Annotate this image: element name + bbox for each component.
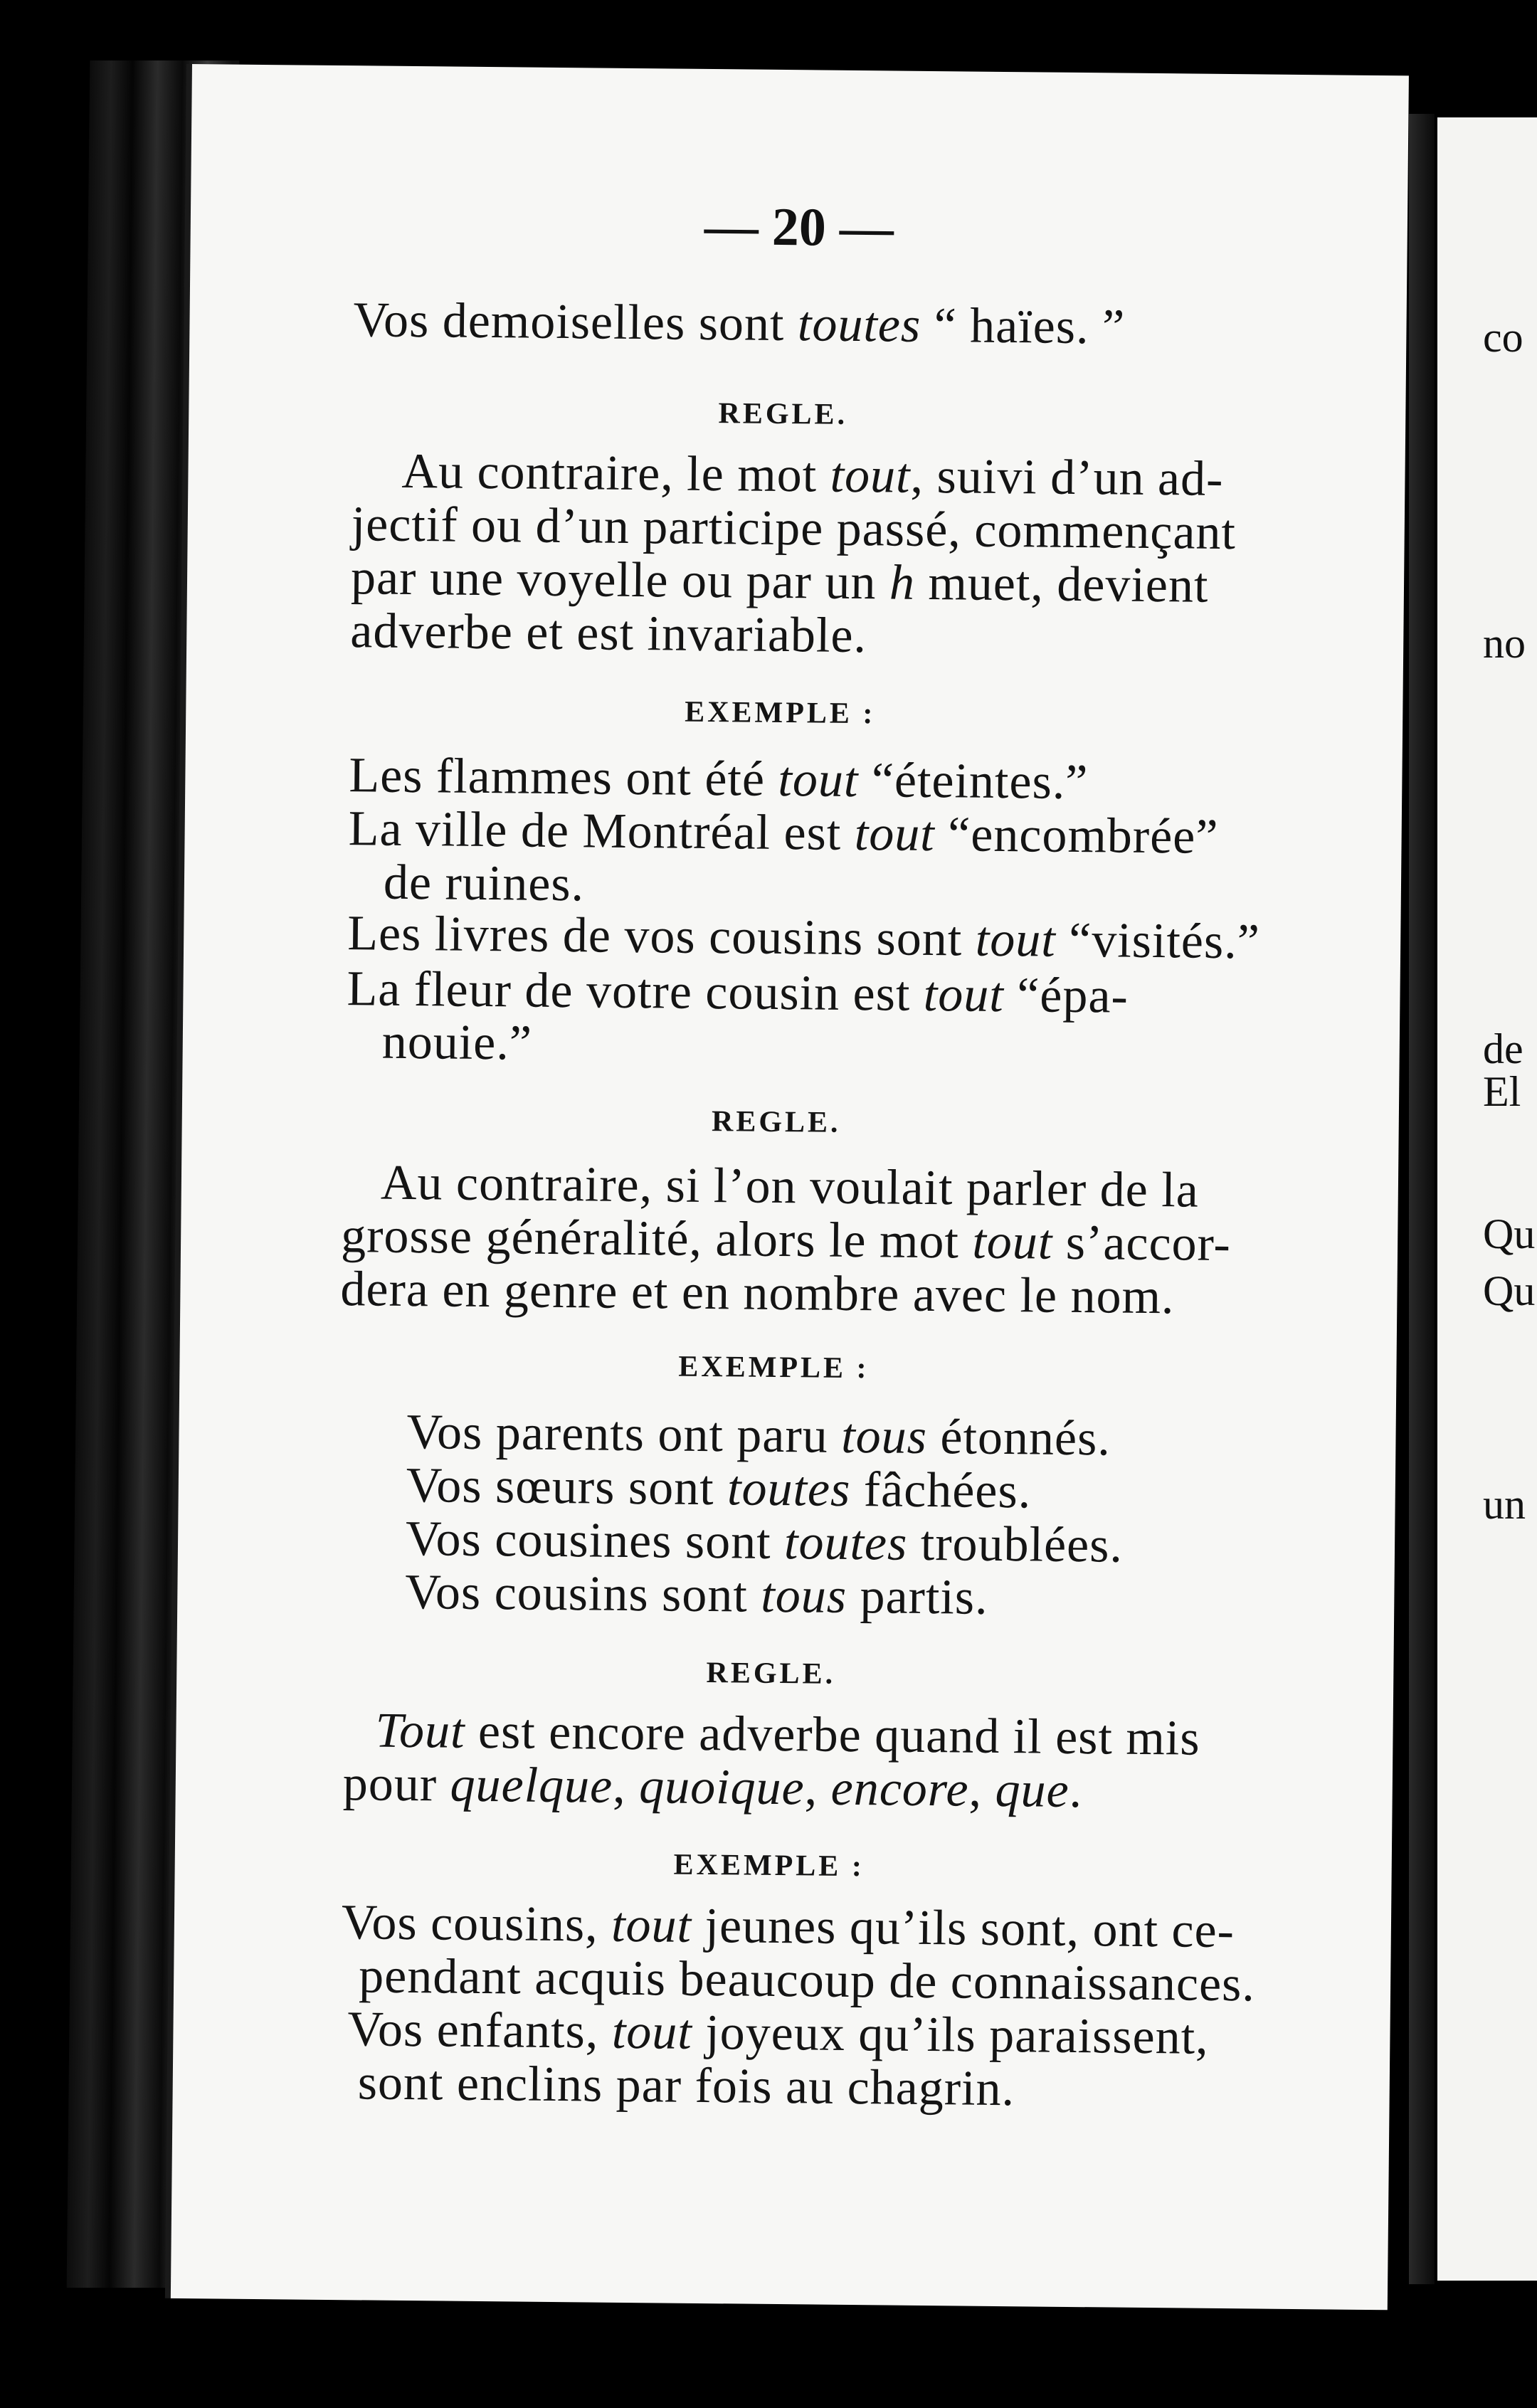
text-line	[342, 1755, 1082, 1820]
italic-word: quoique	[638, 1759, 806, 1816]
text-segment: Vos cousines sont	[405, 1511, 785, 1570]
italic-word: tout	[778, 751, 859, 808]
text-segment: fâchées.	[850, 1462, 1032, 1519]
section-heading: EXEMPLE :	[684, 695, 876, 731]
italic-word: h	[889, 555, 916, 611]
text-segment: de ruines.	[383, 855, 585, 912]
italic-word: tout	[611, 1897, 692, 1953]
italic-word: tout	[975, 912, 1057, 968]
text-segment: Vos cousins sont	[405, 1564, 761, 1623]
book-page	[171, 64, 1409, 2310]
italic-word: Tout	[375, 1703, 465, 1759]
italic-word: tout	[923, 966, 1005, 1023]
text-segment: .	[1069, 1763, 1083, 1819]
text-segment: nouie.”	[381, 1014, 533, 1071]
text-segment: Les flammes ont été	[349, 748, 778, 807]
text-segment: Vos enfants,	[347, 2002, 613, 2059]
section-heading: REGLE.	[718, 397, 848, 431]
text-segment: adverbe et est invariable.	[349, 603, 867, 664]
italic-word: toutes	[797, 297, 921, 353]
text-segment: Vos parents ont paru	[406, 1404, 842, 1464]
text-segment: jeunes qu’ils sont, ont ce-	[691, 1898, 1235, 1959]
italic-word: tout	[611, 2004, 693, 2060]
section-heading: REGLE.	[711, 1105, 841, 1139]
italic-word: tous	[760, 1568, 847, 1624]
text-segment: “visités.”	[1055, 912, 1261, 970]
page-number: — 20 —	[704, 196, 894, 258]
italic-word: tout	[830, 448, 911, 504]
text-segment: ,	[968, 1762, 995, 1817]
text-segment: grosse généralité, alors le mot	[340, 1208, 973, 1269]
facing-page-fragment: co	[1483, 314, 1523, 361]
italic-word: encore	[830, 1760, 969, 1817]
text-line	[384, 855, 585, 914]
gutter-shadow	[1409, 114, 1435, 2284]
text-segment: par une voyelle ou par un	[350, 550, 890, 611]
italic-word: toutes	[727, 1461, 851, 1517]
text-segment: troublées.	[907, 1516, 1124, 1573]
text-segment: Vos sœurs sont	[406, 1457, 728, 1516]
italic-word: quelque	[450, 1757, 613, 1814]
text-segment: dera en genre et en nombre avec le nom.	[340, 1262, 1175, 1325]
text-segment: , suivi d’un ad-	[910, 448, 1224, 507]
text-segment: Les livres de vos cousins sont	[347, 906, 976, 967]
text-segment: Vos demoiselles sont	[353, 292, 798, 352]
text-line	[350, 603, 867, 665]
text-line	[353, 292, 1125, 356]
text-line	[381, 1014, 532, 1072]
italic-word: tout	[854, 806, 936, 862]
facing-page-fragment: Qu	[1483, 1210, 1536, 1257]
text-segment: “encombrée”	[934, 807, 1219, 865]
italic-word: tout	[972, 1214, 1053, 1270]
facing-page-fragment: no	[1483, 620, 1526, 667]
text-segment: pendant acquis beaucoup de connaissances.	[358, 1948, 1256, 2012]
facing-page-fragment: El	[1483, 1068, 1521, 1115]
text-line	[405, 1564, 988, 1627]
text-segment: “épa-	[1003, 968, 1129, 1024]
italic-word: toutes	[783, 1515, 908, 1571]
section-heading: EXEMPLE :	[678, 1350, 870, 1385]
text-line	[357, 2054, 1015, 2118]
text-segment: s’accor-	[1052, 1215, 1232, 1272]
text-segment: “ haïes. ”	[920, 297, 1126, 355]
facing-page-fragment: de	[1483, 1025, 1523, 1072]
text-segment: ,	[612, 1758, 640, 1815]
text-segment: joyeux qu’ils paraissent,	[692, 2005, 1210, 2065]
text-segment: partis.	[846, 1568, 988, 1625]
text-segment: Au contraire, le mot	[401, 443, 831, 503]
text-segment: pour	[342, 1756, 450, 1812]
text-segment: sont enclins par fois au chagrin.	[357, 2055, 1015, 2117]
text-segment: Vos cousins,	[341, 1895, 612, 1953]
facing-page-fragment: un	[1483, 1481, 1526, 1528]
italic-word: que	[995, 1762, 1070, 1818]
text-segment: jectif ou d’un participe passé, commençant	[351, 497, 1237, 561]
text-segment: La fleur de votre cousin est	[347, 961, 924, 1022]
italic-word: tous	[840, 1408, 928, 1465]
text-segment: “éteintes.”	[858, 753, 1089, 810]
text-segment: ,	[804, 1760, 832, 1816]
section-heading: REGLE.	[706, 1657, 836, 1691]
text-segment: étonnés.	[926, 1410, 1111, 1467]
facing-page	[1437, 117, 1537, 2281]
facing-page-fragment: Qu	[1483, 1267, 1536, 1314]
section-heading: EXEMPLE :	[673, 1848, 865, 1884]
text-segment: muet, devient	[914, 555, 1209, 613]
text-segment: est encore adverbe quand il est mis	[465, 1704, 1200, 1766]
text-line	[340, 1261, 1175, 1326]
text-segment: La ville de Montréal est	[348, 801, 855, 861]
text-segment: Au contraire, si l’on voulait parler de la	[380, 1155, 1200, 1218]
text-line	[347, 905, 1260, 971]
text-line	[406, 1457, 1031, 1520]
